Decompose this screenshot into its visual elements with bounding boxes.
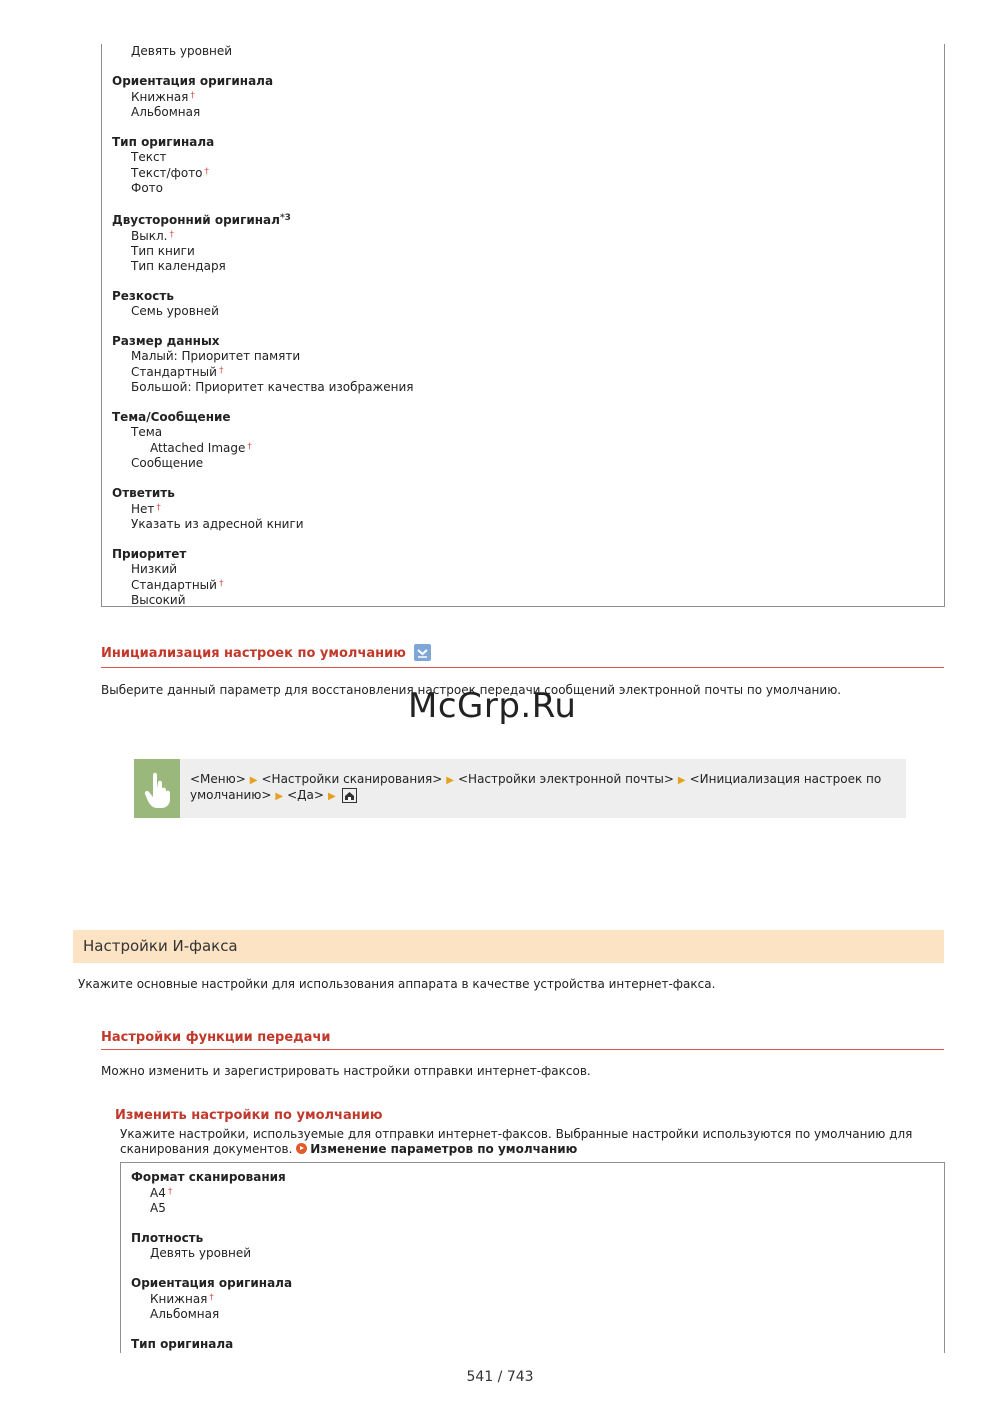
- watermark: McGrp.Ru: [408, 686, 577, 726]
- default-marker-icon: †: [218, 366, 224, 376]
- setting-title: Ориентация оригинала: [112, 74, 274, 88]
- page-number: [0, 1369, 1000, 1385]
- path-step: <Настройки электронной почты>: [458, 772, 674, 786]
- path-step: <Да>: [287, 788, 324, 802]
- default-marker-icon: †: [167, 1187, 173, 1197]
- setting-group: [112, 44, 414, 59]
- setting-option: Текст: [131, 150, 167, 164]
- setting-group: [112, 486, 414, 532]
- setting-option: Девять уровней: [150, 1246, 252, 1260]
- send-section-title: Настройки функции передачи: [101, 1030, 331, 1045]
- setting-option: Указать из адресной книги: [131, 517, 304, 531]
- default-marker-icon: †: [247, 442, 252, 452]
- init-section-title: [101, 644, 431, 661]
- ifax-section-title: Настройки И-факса: [83, 937, 238, 955]
- setting-option: Сообщение: [131, 456, 204, 470]
- defaults-description-text: Укажите настройки, используемые для отправки интернет-факсов. Выбранные настройки используются по умолчанию для сканирования документов.: [120, 1127, 913, 1156]
- expand-icon[interactable]: [414, 644, 431, 661]
- setting-option: Малый: Приоритет памяти: [131, 349, 301, 363]
- hand-pointer-icon: [134, 759, 180, 818]
- settings-box-ifax: [120, 1162, 945, 1353]
- path-arrow-icon: ▶: [327, 791, 336, 802]
- settings-box-email: [101, 44, 945, 607]
- setting-group: [112, 547, 414, 608]
- init-section-description: Выберите данный параметр для восстановления настроек передачи сообщений электронной почты по умолчанию.: [101, 683, 842, 697]
- default-marker-icon: †: [190, 91, 195, 101]
- setting-option: Книжная †: [150, 1292, 214, 1306]
- setting-title: Двусторонний оригинал$^{*3}$: [112, 213, 291, 227]
- setting-option: A5: [150, 1201, 166, 1215]
- operation-path-box: [134, 759, 906, 818]
- footnote-marker: *3: [279, 213, 291, 223]
- init-section-rule: [101, 667, 944, 668]
- path-arrow-icon: ▶: [275, 791, 284, 802]
- default-marker-icon: †: [209, 1293, 214, 1303]
- operation-path: [190, 772, 900, 804]
- setting-option: Стандартный †: [131, 578, 224, 592]
- setting-title: Ответить: [112, 486, 175, 500]
- default-marker-icon: †: [204, 167, 210, 177]
- ifax-section-description: Укажите основные настройки для использования аппарата в качестве устройства интернет-факса.: [78, 977, 716, 991]
- setting-group: [131, 1170, 292, 1216]
- setting-option: Тип календаря: [131, 259, 226, 273]
- setting-title: Приоритет: [112, 547, 187, 561]
- setting-option: Альбомная: [150, 1307, 220, 1321]
- setting-option: Семь уровней: [131, 304, 219, 318]
- setting-group: [112, 74, 414, 120]
- setting-group: [131, 1231, 292, 1261]
- path-arrow-icon: ▶: [249, 775, 258, 786]
- setting-option: Низкий: [131, 562, 178, 576]
- setting-group: [112, 135, 414, 196]
- default-marker-icon: †: [218, 579, 224, 589]
- init-section-title-text: Инициализация настроек по умолчанию: [101, 646, 406, 661]
- setting-title: Формат сканирования: [131, 1170, 286, 1184]
- path-step: <Настройки сканирования>: [261, 772, 443, 786]
- ifax-settings-list: [131, 1170, 292, 1367]
- setting-title: Резкость: [112, 289, 174, 303]
- default-marker-icon: †: [156, 503, 161, 513]
- setting-group: [112, 211, 414, 274]
- path-arrow-icon: ▶: [677, 775, 686, 786]
- setting-option: A4 †: [150, 1186, 173, 1200]
- setting-title: Тип оригинала: [112, 135, 215, 149]
- send-section-description: Можно изменить и зарегистрировать настройки отправки интернет-факсов.: [101, 1064, 591, 1078]
- setting-title: Размер данных: [112, 334, 220, 348]
- setting-option: Текст/фото †: [131, 166, 210, 180]
- setting-option: Альбомная: [131, 105, 201, 119]
- defaults-subsection-description: [120, 1127, 942, 1157]
- setting-title: Плотность: [131, 1231, 204, 1245]
- page-current: 541: [466, 1369, 494, 1385]
- change-defaults-link[interactable]: Изменение параметров по умолчанию: [310, 1142, 578, 1156]
- setting-title: Тема/Сообщение: [112, 410, 231, 424]
- setting-option: Attached Image †: [150, 441, 252, 455]
- setting-title: Тип оригинала: [131, 1337, 234, 1351]
- default-marker-icon: †: [169, 230, 174, 240]
- setting-group: [112, 410, 414, 471]
- setting-title: Ориентация оригинала: [131, 1276, 293, 1290]
- setting-option: Нет †: [131, 502, 161, 516]
- setting-option: Большой: Приоритет качества изображения: [131, 380, 414, 394]
- setting-option: Стандартный †: [131, 365, 224, 379]
- home-key-icon: [342, 788, 357, 803]
- setting-group: [112, 334, 414, 395]
- path-step: <Меню>: [190, 772, 246, 786]
- setting-option: Книжная †: [131, 90, 195, 104]
- defaults-subsection-title: Изменить настройки по умолчанию: [115, 1108, 383, 1123]
- page-total: 743: [506, 1369, 534, 1385]
- path-step: <Инициализация настроек по умолчанию>: [190, 772, 882, 802]
- setting-option: Выкл. †: [131, 229, 174, 243]
- setting-group: [131, 1337, 292, 1352]
- setting-option: Фото: [131, 181, 164, 195]
- link-arrow-icon: [296, 1143, 307, 1154]
- page-separator: /: [497, 1369, 503, 1385]
- ifax-section-header: [73, 930, 944, 963]
- path-arrow-icon: ▶: [446, 775, 454, 786]
- setting-option: Тип книги: [131, 244, 195, 258]
- setting-option: Тема: [131, 425, 163, 439]
- setting-group: [131, 1276, 292, 1322]
- send-section-rule: [101, 1049, 944, 1050]
- setting-group: [112, 289, 414, 319]
- settings-list: [112, 44, 414, 623]
- setting-option: Высокий: [131, 593, 186, 607]
- setting-option: Девять уровней: [131, 44, 233, 58]
